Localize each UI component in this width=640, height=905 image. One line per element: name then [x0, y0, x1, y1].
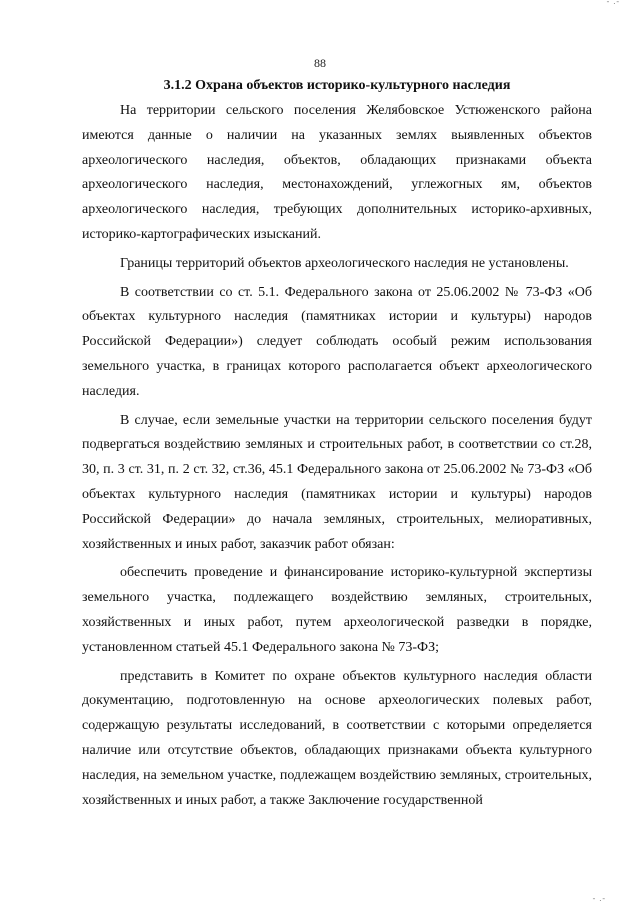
paragraph-5: обеспечить проведение и финансирование историко-культурной экспертизы земельного участка, подлежащего воздействию земляных, строительных, хозяйственных и иных работ, путем археологической разведки в порядке, установленном статьей 45.1 Федерального закона № 73-ФЗ;: [82, 565, 592, 655]
paragraph-1: На территории сельского поселения Желябовское Устюженского района имеются данные о наличии на указанных землях выявленных объектов археологического наследия, объектов, обладающих признаками объекта археологического наследия, местонахождений, углежогных ям, объектов археологического наследия, требующих дополнительных историко-архивных, историко-картографических изысканий.: [82, 103, 592, 242]
paragraph-4: В случае, если земельные участки на территории сельского поселения будут подвергаться воздействию земляных и строительных работ, в соответствии со ст.28, 30, п. 3 ст. 31, п. 2 ст. 32, ст.36, 45.1 Федерального закона от 25.06.2002 № 73-ФЗ «Об объектах культурного наследия (памятниках истории и культуры) народов Российской Федерации» до начала земляных, строительных, мелиоративных, хозяйственных и иных работ, заказчик работ обязан:: [82, 412, 592, 552]
paragraph-6: представить в Комитет по охране объектов культурного наследия области документацию, подготовленную на основе археологических полевых работ, содержащую результаты исследований, в соответствии с которыми определяется наличие или отсутствие объектов, обладающих признаками объекта культурного наследия, на земельном участке, подлежащем воздействию земляных, строительных, хозяйственных и иных работ, а также Заключение государственной: [82, 668, 592, 808]
corner-mark-top: - .-: [606, 0, 620, 6]
paragraph-2: Границы территорий объектов археологического наследия не установлены.: [120, 255, 569, 271]
body-text: [82, 99, 592, 817]
page-number: 88: [314, 56, 326, 70]
corner-mark-bottom: - .-: [592, 894, 606, 903]
paragraph-3: В соответствии со ст. 5.1. Федерального закона от 25.06.2002 № 73-ФЗ «Об объектах культурного наследия (памятниках истории и культуры) народов Российской Федерации») следует соблюдать особый режим использования земельного участка, в границах которого располагается объект археологического наследия.: [82, 284, 592, 399]
section-heading: 3.1.2 Охрана объектов историко-культурного наследия: [163, 78, 511, 93]
